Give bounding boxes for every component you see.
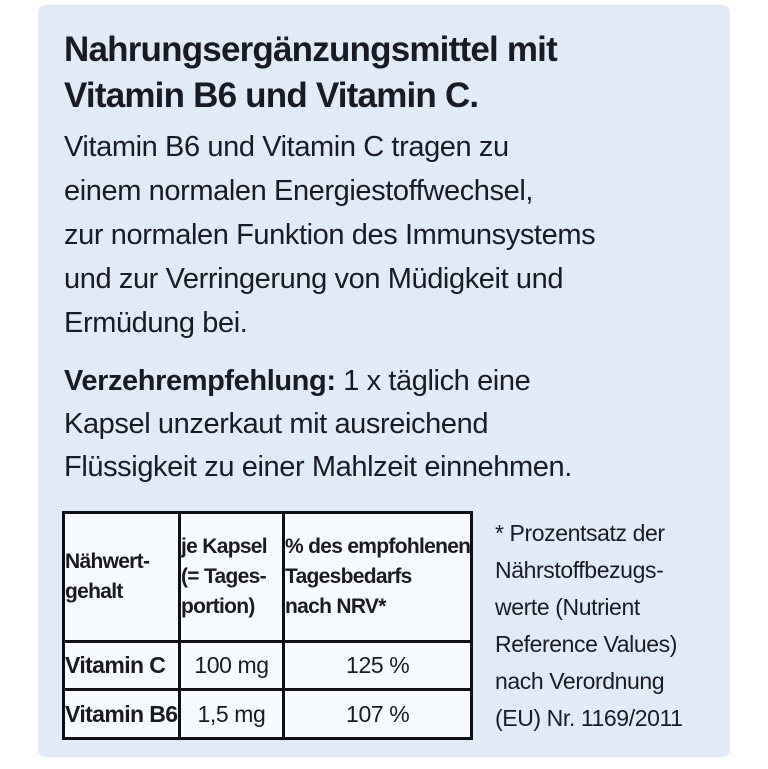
nutrient-nrv: 125 %	[284, 642, 472, 690]
health-claim-line: und zur Verringerung von Müdigkeit und	[64, 263, 564, 295]
dosage-label: Verzehrempfehlung:	[64, 365, 336, 397]
dosage-line-1-rest: 1 x täglich eine	[335, 365, 531, 397]
header-cell-nutrient	[64, 513, 180, 642]
header-per-capsule-line: je Kapsel	[181, 535, 267, 558]
table-row-vitamin-b6	[64, 690, 472, 739]
header-nrv-line: % des empfohlenen	[285, 535, 471, 558]
nrv-footnote-line: Nährstoffbezugs-	[495, 557, 664, 583]
health-claim-line: Ermüdung bei.	[64, 307, 248, 339]
header-per-capsule-line: (= Tages-	[181, 565, 266, 588]
nutrition-table	[62, 511, 473, 740]
supplement-label-panel	[38, 5, 730, 757]
header-nutrient-line: gehalt	[65, 580, 123, 603]
product-title-line-1: Nahrungsergänzungsmittel mit	[64, 30, 557, 69]
dosage-line-1	[64, 360, 572, 403]
header-nutrient-line: Nähwert-	[65, 550, 150, 573]
nutrition-table-header-row	[64, 513, 472, 642]
nrv-footnote-line: (EU) Nr. 1169/2011	[495, 705, 683, 731]
product-title	[64, 27, 557, 119]
health-claim-text	[64, 125, 595, 345]
nrv-footnote-line: * Prozentsatz der	[495, 520, 665, 546]
nrv-footnote	[495, 515, 683, 737]
header-nrv-line: Tagesbedarfs	[285, 565, 412, 588]
nutrient-amount: 1,5 mg	[180, 690, 284, 739]
table-row-vitamin-c	[64, 642, 472, 690]
nrv-footnote-line: nach Verordnung	[495, 668, 665, 694]
nrv-footnote-line: werte (Nutrient	[495, 594, 640, 620]
dosage-recommendation	[64, 360, 572, 489]
product-title-line-2: Vitamin B6 und Vitamin C.	[64, 76, 479, 115]
health-claim-line: Vitamin B6 und Vitamin C tragen zu	[64, 131, 509, 163]
nutrient-name: Vitamin B6	[64, 690, 180, 739]
dosage-line-3: Flüssigkeit zu einer Mahlzeit einnehmen.	[64, 451, 572, 483]
header-cell-per-capsule	[180, 513, 284, 642]
health-claim-line: zur normalen Funktion des Immunsystems	[64, 219, 596, 251]
dosage-line-2: Kapsel unzerkaut mit ausreichend	[64, 408, 489, 440]
nrv-footnote-line: Reference Values)	[495, 631, 677, 657]
nutrient-nrv: 107 %	[284, 690, 472, 739]
nutrient-amount: 100 mg	[180, 642, 284, 690]
health-claim-line: einem normalen Energiestoffwechsel,	[64, 175, 534, 207]
header-cell-nrv-percent	[284, 513, 472, 642]
header-nrv-line: nach NRV*	[285, 595, 386, 618]
header-per-capsule-line: portion)	[181, 595, 255, 618]
nutrient-name: Vitamin C	[64, 642, 180, 690]
